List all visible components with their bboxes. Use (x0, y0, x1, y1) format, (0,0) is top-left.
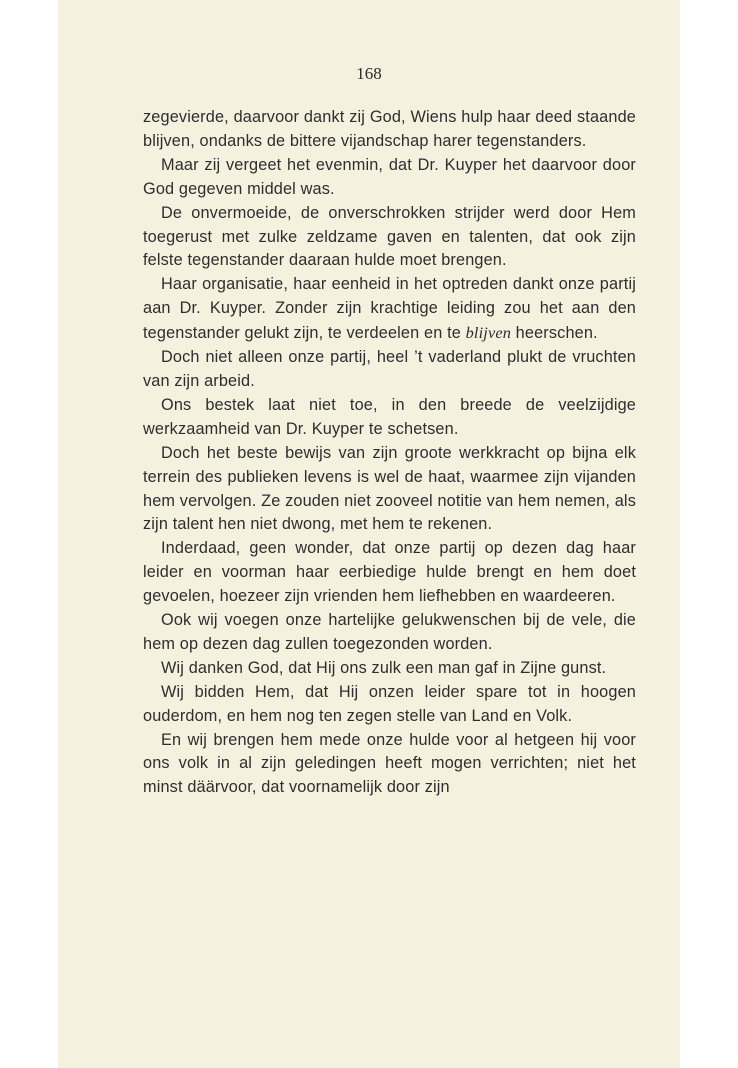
paragraph (143, 273, 636, 346)
paragraph: Wij bidden Hem, dat Hij onzen leider spare tot in hoogen ouderdom, en hem nog ten zegen stelle van Land en Volk. (143, 682, 636, 725)
paragraph: Ons bestek laat niet toe, in den breede de veelzijdige werkzaamheid van Dr. Kuyper te schetsen. (143, 395, 636, 438)
page-number: 168 (356, 64, 382, 83)
paragraph: Ook wij voegen onze hartelijke gelukwenschen bij de vele, die hem op dezen dag zullen toegezonden worden. (143, 611, 636, 653)
paragraph: De onvermoeide, de onverschrokken strijder werd door Hem toegerust met zulke zeldzame gaven en talenten, dat ook zijn felste tegenstander daaraan hulde moet brengen. (143, 203, 636, 270)
paragraph: Doch niet alleen onze partij, heel ’t vaderland plukt de vruchten van zijn arbeid. (143, 348, 636, 390)
paragraph: Wij danken God, dat Hij ons zulk een man gaf in Zijne gunst. (161, 658, 607, 677)
paragraph: En wij brengen hem mede onze hulde voor al hetgeen hij voor ons volk in al zijn geledingen heeft mogen verrichten; niet het minst däärvoor, dat voornamelijk door zijn (143, 730, 636, 797)
paragraph-text: heerschen. (511, 324, 598, 343)
paragraph-text: Haar organisatie, haar eenheid in het optreden dankt onze partij aan Dr. Kuyper. Zonder zijn krachtige leiding zou het aan den tegenstander gelukt zijn, te verdeelen en te (143, 275, 636, 343)
paragraph: Maar zij vergeet het evenmin, dat Dr. Kuyper het daarvoor door God gegeven middel was. (143, 155, 636, 198)
book-page (58, 0, 680, 1068)
paragraph: zegevierde, daarvoor dankt zij God, Wiens hulp haar deed staande blijven, ondanks de bittere vijandschap harer tegenstanders. (143, 108, 636, 150)
paragraph: Inderdaad, geen wonder, dat onze partij op dezen dag haar leider en voorman haar eerbiedige hulde brengt en hem doet gevoelen, hoezeer zijn vrienden hem liefhebben en waardeeren. (143, 539, 636, 606)
emphasized-word: blijven (465, 323, 511, 343)
body-text (143, 106, 636, 800)
paragraph: Doch het beste bewijs van zijn groote werkkracht op bijna elk terrein des publieken levens is wel de haat, waarmee zijn vijanden hem vervolgen. Ze zouden niet zooveel notitie van hem nemen, als zijn talent hen niet dwong, met hem te rekenen. (143, 443, 636, 534)
